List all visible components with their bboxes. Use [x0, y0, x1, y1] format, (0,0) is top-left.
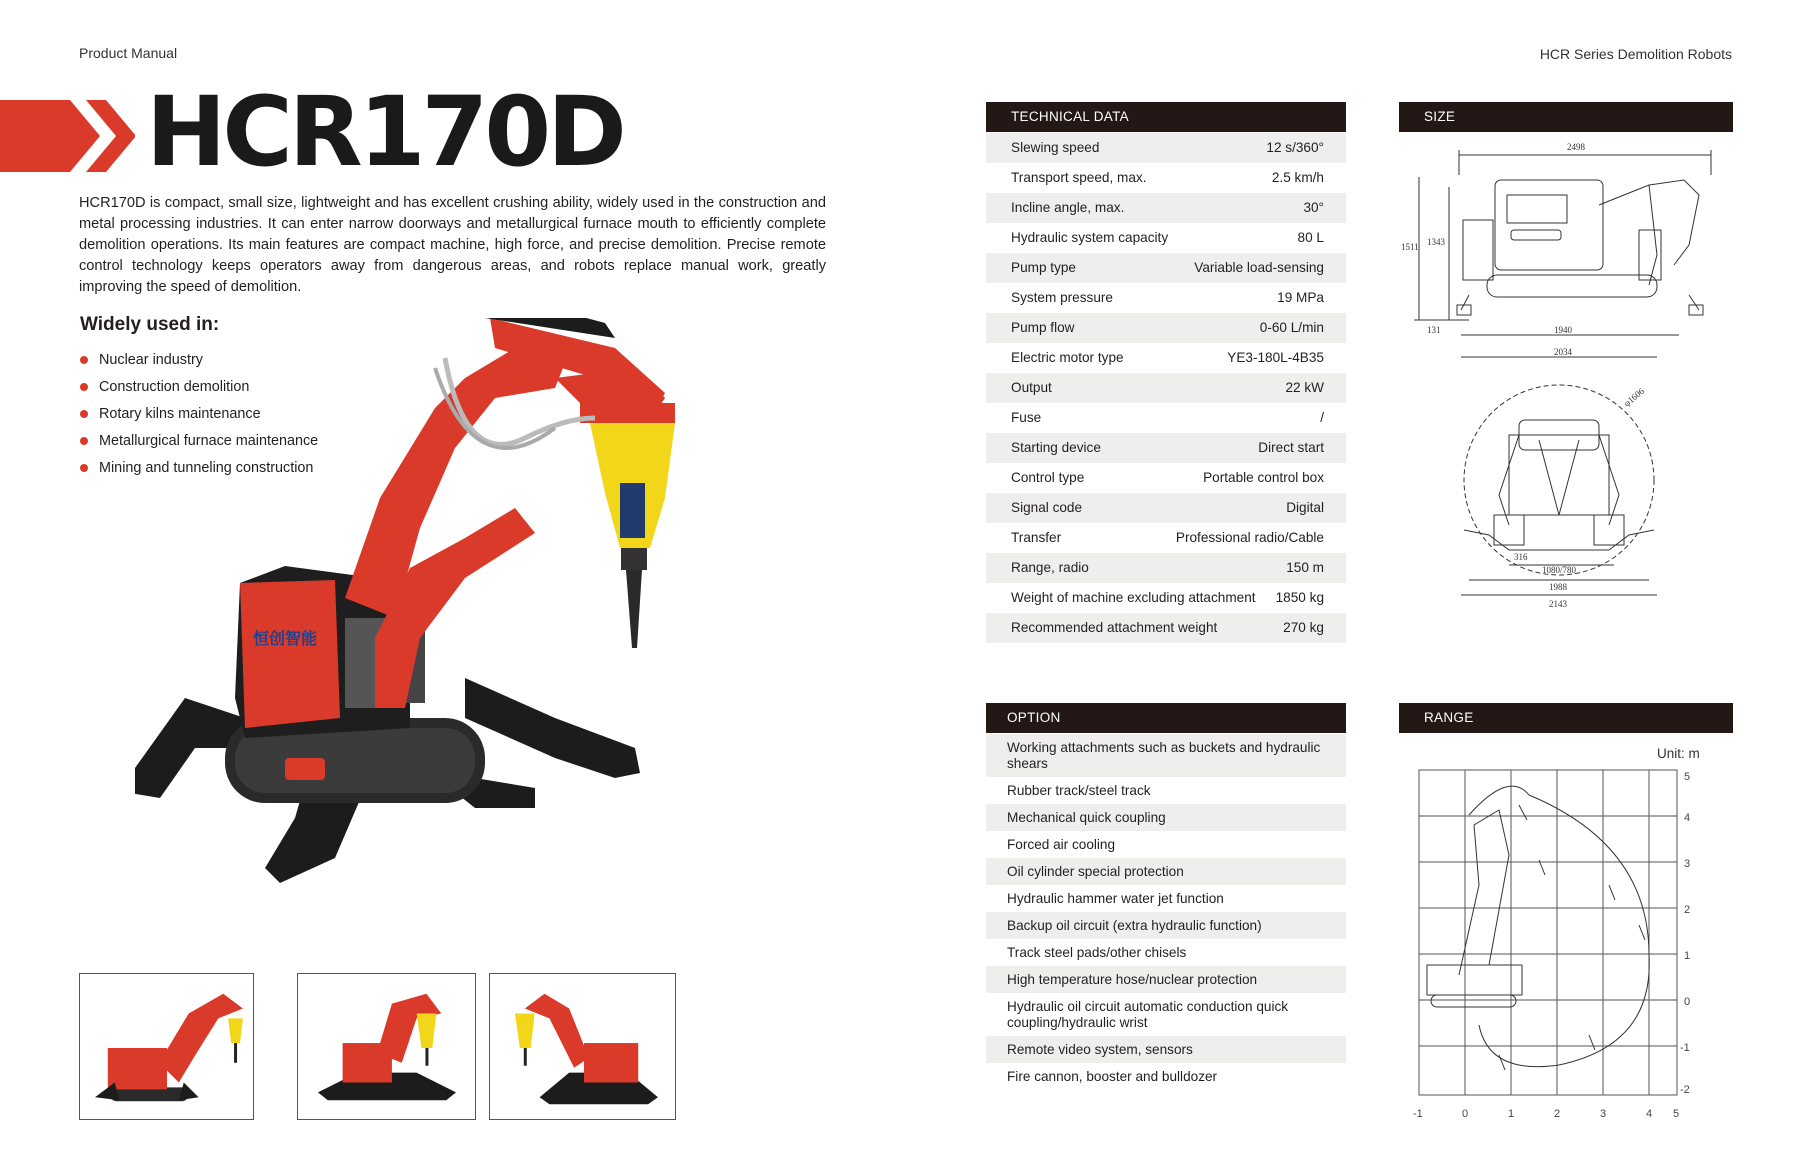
robot-thumbnail-image — [490, 974, 675, 1119]
header-left: Product Manual — [79, 45, 178, 61]
dim-height-inner: 1343 — [1427, 237, 1445, 247]
dim-total-length: 2498 — [1567, 142, 1585, 152]
size-drawing — [1399, 135, 1733, 615]
list-item: Construction demolition — [80, 377, 318, 404]
dim-mid-width: 1988 — [1549, 582, 1567, 592]
dim-full-width: 2143 — [1549, 599, 1567, 609]
technical-data-header: TECHNICAL DATA — [986, 102, 1346, 132]
option-row: Forced air cooling — [1007, 837, 1116, 852]
brand-logo-text: 恒创智能 — [253, 629, 318, 648]
size-header: SIZE — [1399, 102, 1733, 132]
range-x-tick: 5 — [1673, 1108, 1680, 1120]
dim-base-length: 2034 — [1554, 347, 1572, 357]
bullet-icon — [80, 437, 88, 445]
robot-thumbnail-image — [80, 974, 253, 1119]
option-row: Fire cannon, booster and bulldozer — [1007, 1069, 1218, 1084]
table-row: Transport speed, max. 2.5 km/h — [1011, 170, 1324, 185]
header-right: HCR Series Demolition Robots — [1539, 46, 1732, 62]
table-row: Pump type Variable load-sensing — [986, 253, 1346, 283]
range-y-tick: 5 — [1684, 771, 1691, 783]
bullet-icon — [80, 356, 88, 364]
table-row: Recommended attachment weight 270 kg — [986, 613, 1346, 643]
option-row: Working attachments such as buckets and hydraulic shears — [986, 734, 1346, 777]
table-row: Hydraulic system capacity 80 L — [1011, 230, 1324, 245]
table-row: Control type Portable control box — [1011, 470, 1324, 485]
range-x-tick: 2 — [1554, 1108, 1561, 1120]
range-diagram — [1399, 765, 1733, 1125]
option-header: OPTION — [986, 703, 1346, 733]
dim-track-width: 1080/780 — [1542, 565, 1577, 575]
table-row: Transfer Professional radio/Cable — [1011, 530, 1324, 545]
range-y-tick: 2 — [1684, 904, 1691, 916]
table-row: Output 22 kW — [986, 373, 1346, 403]
option-row: Mechanical quick coupling — [986, 804, 1346, 831]
range-x-tick: 4 — [1646, 1108, 1653, 1120]
bullet-icon — [80, 464, 88, 472]
robot-hero-image — [135, 318, 795, 903]
table-row: Fuse / — [1011, 410, 1324, 425]
table-row: Incline angle, max. 30° — [986, 193, 1346, 223]
range-x-tick: -1 — [1413, 1108, 1423, 1120]
table-row: Electric motor type YE3-180L-4B35 — [1011, 350, 1324, 365]
range-y-tick: 0 — [1684, 996, 1691, 1008]
option-table — [986, 734, 1346, 1090]
table-row: Starting device Direct start — [986, 433, 1346, 463]
range-y-tick: 1 — [1684, 950, 1691, 962]
option-row: Remote video system, sensors — [986, 1036, 1346, 1063]
dim-radius: φ1606 — [1621, 385, 1647, 409]
list-item: Rotary kilns maintenance — [80, 404, 318, 431]
technical-data-table — [986, 133, 1346, 643]
dim-offset: 131 — [1427, 325, 1441, 335]
range-y-tick: -1 — [1680, 1042, 1690, 1054]
thumbnail-front-view[interactable] — [297, 973, 476, 1120]
table-row: Pump flow 0-60 L/min — [986, 313, 1346, 343]
dim-small: 316 — [1514, 552, 1528, 562]
option-row: Backup oil circuit (extra hydraulic function) — [986, 912, 1346, 939]
range-y-tick: 4 — [1684, 812, 1691, 824]
range-y-tick: -2 — [1680, 1084, 1690, 1096]
option-row: Hydraulic hammer water jet function — [1007, 891, 1224, 906]
range-x-tick: 0 — [1462, 1108, 1469, 1120]
thumbnail-side-view[interactable] — [79, 973, 254, 1120]
option-row: Oil cylinder special protection — [986, 858, 1346, 885]
chevron-arrow-icon — [0, 100, 135, 172]
range-header: RANGE — [1399, 703, 1733, 733]
option-row: Hydraulic oil circuit automatic conduction quick coupling/hydraulic wrist — [1007, 999, 1289, 1030]
thumbnail-rear-view[interactable] — [489, 973, 676, 1120]
used-in-title: Widely used in: — [80, 314, 220, 335]
range-x-tick: 1 — [1508, 1108, 1515, 1120]
bullet-icon — [80, 383, 88, 391]
list-item: Nuclear industry — [80, 350, 318, 377]
robot-thumbnail-image — [298, 974, 475, 1119]
table-row: Range, radio 150 m — [986, 553, 1346, 583]
bullet-icon — [80, 410, 88, 418]
range-y-tick: 3 — [1684, 858, 1691, 870]
table-row: System pressure 19 MPa — [1011, 290, 1324, 305]
range-x-tick: 3 — [1600, 1108, 1607, 1120]
option-row: Rubber track/steel track — [1007, 783, 1151, 798]
table-row: Weight of machine excluding attachment 1850 kg — [1011, 590, 1324, 605]
option-row: High temperature hose/nuclear protection — [986, 966, 1346, 993]
table-row: Slewing speed 12 s/360° — [986, 133, 1346, 163]
dim-height-outer: 1511 — [1401, 242, 1419, 252]
table-row: Signal code Digital — [986, 493, 1346, 523]
list-item: Metallurgical furnace maintenance — [80, 431, 318, 458]
model-title: HCR170D — [146, 76, 623, 188]
list-item: Mining and tunneling construction — [80, 458, 318, 485]
dim-track-length: 1940 — [1554, 325, 1572, 335]
option-row: Track steel pads/other chisels — [1007, 945, 1187, 960]
range-unit: Unit: m — [1657, 746, 1700, 761]
intro-text: HCR170D is compact, small size, lightweight and has excellent crushing ability, widely used in the construction and metal processing industries. It can enter narrow doorways and metallurgical furnace mouth to efficiently complete demolition operations. Its main features are compact machine, high force, and precise demolition. Precise remote control technology keeps operators away from dangerous areas, and robots replace manual work, greatly improving the speed of demolition. — [79, 195, 826, 295]
